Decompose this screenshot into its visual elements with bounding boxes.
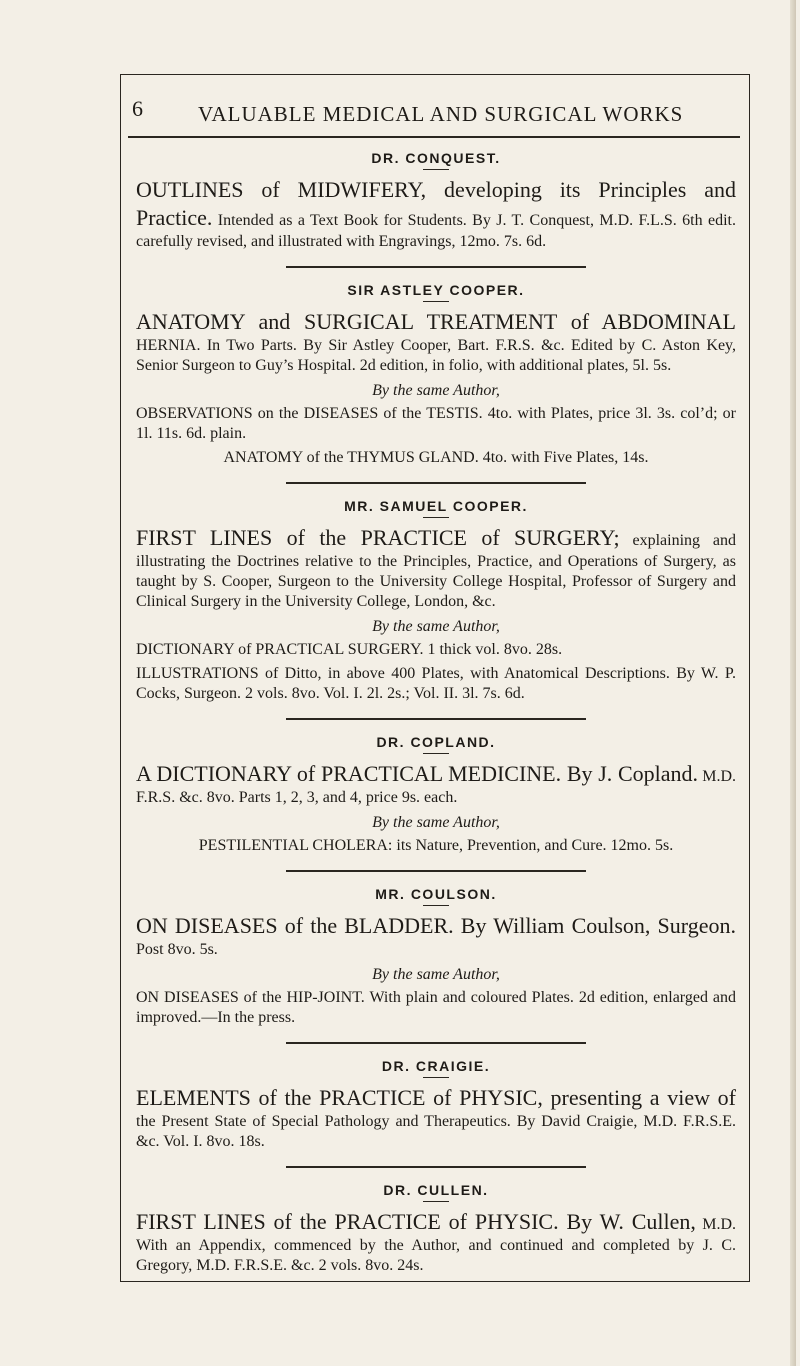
entry-copland: [136, 734, 736, 856]
by-same-author: By the same Author,: [372, 814, 500, 831]
section-divider: [286, 718, 586, 720]
by-same-author: By the same Author,: [372, 966, 500, 983]
author-heading: DR. CULLEN.: [136, 1182, 736, 1202]
entry-title: ELEMENTS of the PRACTICE of PHYSIC, presenting a view of: [136, 1085, 736, 1110]
section-divider: [286, 482, 586, 484]
entry-text: [136, 308, 736, 376]
entry-title: FIRST LINES of the PRACTICE of PHYSIC. By W. Cullen,: [136, 1209, 696, 1234]
header-rule: [128, 136, 740, 138]
entry-description: M.D. F.R.S. &c. 8vo. Parts 1, 2, 3, and 4, price 9s. each.: [136, 768, 736, 806]
entry-title: ON DISEASES of the BLADDER. By William Coulson, Surgeon.: [136, 913, 736, 938]
entry-title: ANATOMY and SURGICAL TREATMENT of ABDOMINAL: [136, 309, 736, 334]
section-divider: [286, 1166, 586, 1168]
sub-entry: ON DISEASES of the HIP-JOINT. With plain and coloured Plates. 2d edition, enlarged and improved.—In the press.: [136, 989, 736, 1026]
sub-entry: PESTILENTIAL CHOLERA: its Nature, Prevention, and Cure. 12mo. 5s.: [198, 837, 674, 854]
entry-text: [136, 524, 736, 612]
entry-description: Intended as a Text Book for Students. By J. T. Conquest, M.D. F.L.S. 6th edit. carefully revised, and illustrated with Engravings, 12mo. 7s. 6d.: [136, 212, 737, 250]
by-same-author: By the same Author,: [372, 382, 500, 399]
section-divider: [286, 266, 586, 268]
entry-description: HERNIA. In Two Parts. By Sir Astley Cooper, Bart. F.R.S. &c. Edited by C. Aston Key, Senior Surgeon to Guy’s Hospital. 2d edition, in folio, with additional plates, 5l. 5s.: [136, 337, 736, 374]
entry-craigie: [136, 1058, 736, 1152]
entry-text: [136, 1208, 736, 1276]
entry-text: [136, 912, 736, 960]
page-header: [128, 92, 740, 132]
entry-description: explaining and illustrating the Doctrines relative to the Principles, Practice, and Operations of Surgery, as taught by S. Cooper, Surgeon to the University College Hospital, Professor of Surgery and Clinical Surgery in the University College, London, &c.: [136, 532, 737, 610]
entry-coulson: [136, 886, 736, 1028]
author-heading: MR. COULSON.: [136, 886, 736, 906]
sub-entry: ANATOMY of the THYMUS GLAND. 4to. with Five Plates, 14s.: [223, 449, 649, 466]
entry-title: FIRST LINES of the PRACTICE of SURGERY;: [136, 525, 620, 550]
page-number: 6: [132, 96, 143, 121]
page-edge: [790, 0, 796, 1366]
catalogue-list: [136, 150, 736, 1276]
author-heading: DR. COPLAND.: [136, 734, 736, 754]
entry-samuel-cooper: [136, 498, 736, 704]
sub-entry: OBSERVATIONS on the DISEASES of the TESTIS. 4to. with Plates, price 3l. 3s. col’d; or 1l. 11s. 6d. plain.: [136, 405, 736, 442]
sub-entry: DICTIONARY of PRACTICAL SURGERY. 1 thick vol. 8vo. 28s.: [136, 641, 563, 658]
entry-title: OUTLINES of MIDWIFERY, developing its Principles and Practice.: [136, 177, 736, 230]
section-divider: [286, 870, 586, 872]
section-divider: [286, 1042, 586, 1044]
entry-title: A DICTIONARY of PRACTICAL MEDICINE. By J. Copland.: [136, 761, 699, 786]
by-same-author: By the same Author,: [372, 618, 500, 635]
author-heading: MR. SAMUEL COOPER.: [136, 498, 736, 518]
entry-text: [136, 760, 736, 808]
entry-text: [136, 176, 736, 252]
entry-text: [136, 1084, 736, 1152]
author-heading: DR. CRAIGIE.: [136, 1058, 736, 1078]
author-heading: SIR ASTLEY COOPER.: [136, 282, 736, 302]
entry-cullen: [136, 1182, 736, 1276]
running-head: VALUABLE MEDICAL AND SURGICAL WORKS: [198, 102, 684, 126]
entry-description: Post 8vo. 5s.: [136, 941, 218, 958]
entry-conquest: [136, 150, 736, 252]
entry-astley-cooper: [136, 282, 736, 468]
sub-entry: ILLUSTRATIONS of Ditto, in above 400 Plates, with Anatomical Descriptions. By W. P. Cocks, Surgeon. 2 vols. 8vo. Vol. I. 2l. 2s.; Vol. II. 3l. 7s. 6d.: [136, 665, 736, 702]
entry-description: the Present State of Special Pathology and Therapeutics. By David Craigie, M.D. F.R.S.E. &c. Vol. I. 8vo. 18s.: [136, 1113, 736, 1150]
author-heading: DR. CONQUEST.: [136, 150, 736, 170]
entry-description: M.D. With an Appendix, commenced by the Author, and continued and completed by J. C. Gregory, M.D. F.R.S.E. &c. 2 vols. 8vo. 24s.: [136, 1216, 736, 1274]
